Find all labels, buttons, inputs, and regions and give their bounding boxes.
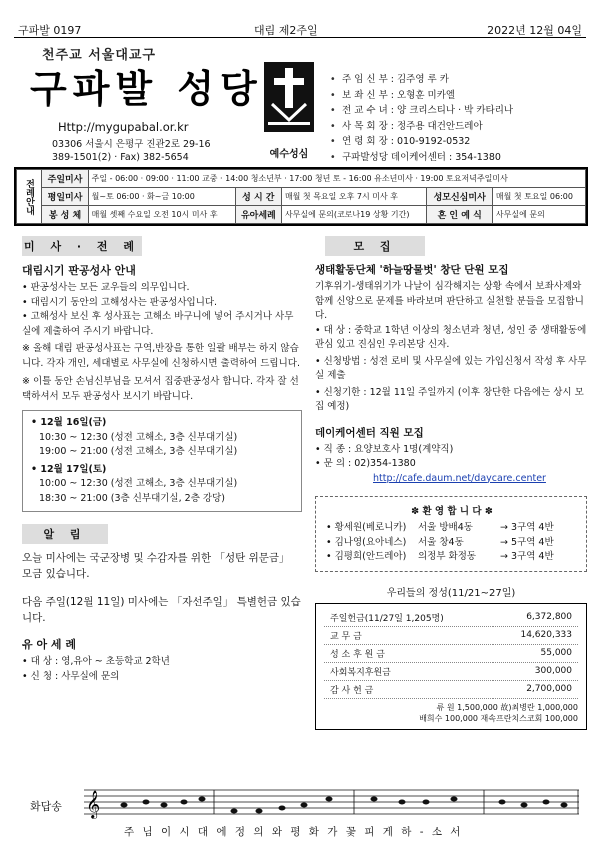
confession-note: ※ 올해 대림 판공성사표는 구역,반장을 통한 일괄 배부는 하지 않습니다. 각자 개인, 세대별로 사무실에 신청하시면 출력하여 드립니다. bbox=[22, 343, 300, 369]
confession-note: ※ 이틀 동안 손님신부님을 모셔서 집중판공성사 합니다. 각자 잘 선택하셔서 모두 판공성사 보시기 바랍니다. bbox=[22, 376, 299, 402]
schedule-value: 주일 - 06:00 · 09:00 · 11:00 교중 · 14:00 청소년부 · 17:00 청년 토 - 16:00 유소년미사 · 19:00 토요저녁주일미사 bbox=[88, 170, 585, 188]
notice-item: 오늘 미사에는 국군장병 및 수감자를 위한 「성탄 위문금」 모금 있습니다. bbox=[22, 552, 290, 580]
daycare-job: • 직 종 : 요양보호사 1명(계약직) bbox=[315, 443, 454, 455]
header-masthead bbox=[22, 44, 267, 164]
parish-address bbox=[52, 138, 211, 164]
notice-item: 다음 주일(12월 11일) 미사에는 「자선주일」 특별헌금 있습니다. bbox=[22, 596, 301, 624]
finance-row: 성 소 후 원 금 55,000 bbox=[324, 644, 578, 662]
schedule-value: 월~토 06:00 · 화~금 10:00 bbox=[88, 188, 235, 206]
schedule-header: 성 시 간 bbox=[235, 188, 281, 206]
schedule-header: 혼 인 예 식 bbox=[427, 206, 492, 224]
staff-item: • 구파발성당 데이케어센터 : 354-1380 bbox=[330, 151, 501, 163]
bulletin-date: 2022년 12월 04일 bbox=[487, 24, 582, 37]
day-heading: • 12월 16일(금) bbox=[31, 417, 107, 428]
recruit-section-title: 모 집 bbox=[325, 236, 425, 256]
staff-item: • 연 령 회 장 : 010-9192-0532 bbox=[330, 136, 471, 147]
song-lyrics: 주 님 이 시 대 에 정 의 와 평 화 가 꽃 피 게 하 - 소 서 bbox=[124, 826, 463, 838]
baptism-title: 유 아 세 례 bbox=[22, 638, 76, 651]
song-label: 화답송 bbox=[30, 800, 62, 813]
schedule-value: 사무실에 문의(코로나19 상황 기간) bbox=[281, 206, 427, 224]
schedule-header: 봉 성 체 bbox=[42, 206, 88, 224]
eco-group-deadline: • 신청기한 : 12월 11일 주일까지 (이후 창단한 다음에는 상시 모집 예정) bbox=[315, 386, 584, 412]
schedule-header: 성모신심미사 bbox=[427, 188, 492, 206]
schedule-side-label: 전례안내 bbox=[17, 170, 42, 224]
schedule-header: 유아세례 bbox=[235, 206, 281, 224]
schedule-value: 매월 첫 목요일 오후 7시 미사 후 bbox=[281, 188, 427, 206]
finance-title: 우리들의 정성(11/21~27일) bbox=[386, 587, 516, 599]
finance-donor-note: 류 원 1,500,000 故)최병란 1,000,000 bbox=[436, 702, 578, 712]
address-line: 03306 서울시 은평구 진관2로 29-16 bbox=[52, 139, 211, 150]
eco-group-desc: 기후위기-생태위기가 나날이 심각해지는 상황 속에서 보좌사제와 함께 신앙으로 문제를 바라보며 판단하고 실천할 분들을 모집합니다. bbox=[315, 281, 584, 321]
issue-number: 구파발 0197 bbox=[18, 24, 82, 37]
day-heading: • 12월 17일(토) bbox=[31, 463, 107, 475]
confession-bullet: • 대림시기 동안의 고해성사는 판공성사입니다. bbox=[22, 296, 218, 308]
finance-row: 주일헌금(11/27일 1,205명) 6,372,800 bbox=[324, 609, 578, 627]
staff-item: • 사 목 회 장 : 정주용 대건안드레아 bbox=[330, 120, 483, 132]
time-slot: 18:30 ~ 21:00 (3층 신부대기실, 2층 강당) bbox=[39, 492, 225, 504]
welcome-title: ✽ 환 영 합 니 다 ✽ bbox=[411, 506, 493, 517]
phone-line: 389-1501(2) · Fax) 382-5654 bbox=[52, 152, 189, 163]
finance-row: 사회복지후원금 300,000 bbox=[324, 662, 578, 680]
eco-group-method: • 신청방법 : 성전 로비 및 사무실에 있는 가입신청서 작성 후 사무실 제출 bbox=[315, 355, 587, 381]
mass-schedule bbox=[14, 167, 588, 226]
finance-table bbox=[315, 603, 587, 730]
schedule-value: 매월 셋째 수요일 오전 10시 미사 후 bbox=[88, 206, 235, 224]
daycare-title: 데이케어센터 직원 모집 bbox=[315, 426, 424, 439]
responsorial-psalm bbox=[14, 782, 588, 842]
baptism-target: • 대 상 : 영,유아 ~ 초등학교 2학년 bbox=[22, 656, 170, 667]
schedule-value: 사무실에 문의 bbox=[492, 206, 585, 224]
daycare-contact: • 문 의 : 02)354-1380 bbox=[315, 458, 416, 469]
time-slot: 19:00 ~ 21:00 (성전 고해소, 3층 신부대기실) bbox=[39, 446, 238, 457]
logo-caption: 예수성심 bbox=[269, 149, 309, 160]
eco-group-target: • 대 상 : 중학교 1학년 이상의 청소년과 청년, 성인 중 생태활동에 관심 있고 진심인 우리본당 신자. bbox=[315, 324, 587, 350]
bulletin-topline bbox=[14, 20, 586, 38]
eco-group-title: 생태활동단체 '하늘땅물벗' 창단 단원 모집 bbox=[315, 264, 509, 276]
confession-title: 대림시기 판공성사 안내 bbox=[22, 264, 136, 277]
sacred-heart-logo-icon bbox=[258, 56, 320, 138]
schedule-value: 매월 첫 토요일 06:00 bbox=[492, 188, 585, 206]
finance-row: 교 무 금 14,620,333 bbox=[324, 626, 578, 644]
schedule-header: 주일미사 bbox=[42, 170, 88, 188]
confession-bullet: • 판공성사는 모든 교우들의 의무입니다. bbox=[22, 282, 190, 293]
parish-name: 구파발 성당 bbox=[30, 67, 263, 111]
left-column bbox=[22, 236, 302, 684]
finance-donor-note: 배희수 100,000 재속프란치스코회 100,000 bbox=[419, 713, 578, 723]
confession-bullets bbox=[22, 281, 302, 339]
finance-row: 감 사 헌 금 2,700,000 bbox=[324, 680, 578, 698]
confession-bullet: • 고해성사 보신 후 성사표는 고해소 바구니에 넣어 주시거나 사무실에 제출하여 주시기 바랍니다. bbox=[22, 311, 294, 337]
daycare-link[interactable]: http://cafe.daum.net/daycare.center bbox=[373, 472, 546, 484]
music-staff-icon bbox=[84, 782, 584, 822]
confession-times bbox=[22, 410, 302, 512]
mass-section-title: 미 사 · 전 례 bbox=[22, 236, 142, 256]
welcome-row: • 김평희(안드레아) 의정부 화정동 → 3구역 4반 bbox=[326, 551, 554, 562]
welcome-row: • 황세원(베로니카) 서울 방배4동 → 3구역 4반 bbox=[326, 522, 554, 533]
diocese-name: 천주교 서울대교구 bbox=[42, 48, 156, 63]
parish-logo bbox=[258, 56, 320, 160]
schedule-header: 평일미사 bbox=[42, 188, 88, 206]
staff-item: • 주 임 신 부 : 김주영 루 카 bbox=[330, 74, 449, 85]
time-slot: 10:00 ~ 12:30 (성전 고해소, 3층 신부대기실) bbox=[39, 478, 238, 489]
notice-section-title: 알 림 bbox=[22, 524, 108, 544]
staff-item: • 보 좌 신 부 : 오형훈 미카엘 bbox=[330, 89, 456, 101]
parish-url[interactable]: Http://mygupabal.or.kr bbox=[58, 120, 189, 134]
welcome-box bbox=[315, 496, 587, 572]
liturgical-sunday: 대림 제2주일 bbox=[254, 24, 318, 37]
baptism-apply: • 신 청 : 사무실에 문의 bbox=[22, 670, 120, 682]
right-column bbox=[315, 236, 587, 730]
svg-text:𝄞: 𝄞 bbox=[86, 790, 101, 818]
time-slot: 10:30 ~ 12:30 (성전 고해소, 3층 신부대기실) bbox=[39, 431, 238, 443]
staff-item: • 전 교 수 녀 : 양 크리스티나 · 박 카타리나 bbox=[330, 105, 514, 116]
welcome-row: • 김나영(요아네스) 서울 창4동 → 5구역 4반 bbox=[326, 536, 554, 548]
staff-list bbox=[330, 72, 590, 165]
